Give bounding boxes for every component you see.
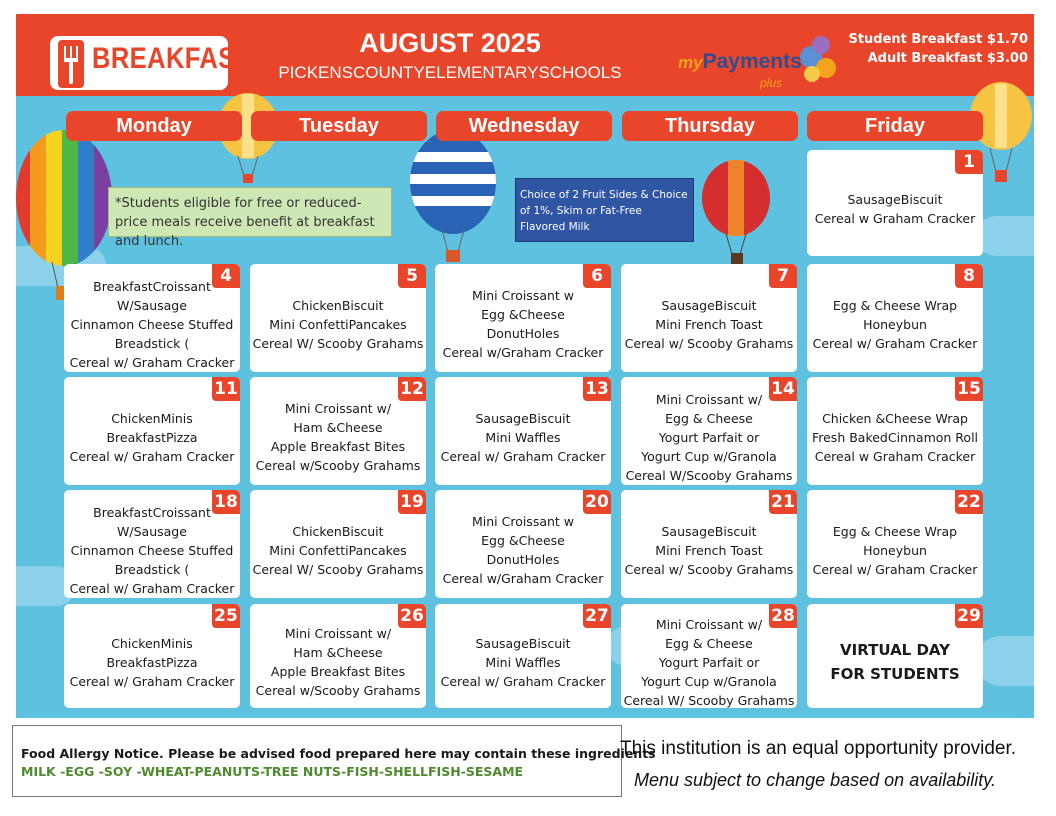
menu-item: Mini French Toast bbox=[655, 542, 763, 558]
menu-item: Mini French Toast bbox=[655, 316, 763, 332]
day-cell bbox=[250, 377, 426, 485]
menu-item: BreakfastCroissant bbox=[93, 278, 211, 294]
day-header-monday: Monday bbox=[66, 111, 242, 141]
date-number: 6 bbox=[583, 264, 611, 288]
payments-logo-text[interactable] bbox=[678, 50, 802, 74]
date-number: 21 bbox=[769, 490, 797, 514]
menu-item: Mini Croissant w bbox=[471, 514, 575, 529]
menu-item: Cereal w/ Scooby Grahams bbox=[624, 335, 794, 351]
blue-balloon-icon bbox=[408, 130, 498, 270]
menu-item: Mini Waffles bbox=[485, 429, 561, 445]
day-cell bbox=[435, 604, 611, 708]
date-number: 28 bbox=[769, 604, 797, 628]
menu-item: SausageBiscuit bbox=[661, 523, 757, 539]
menu-item: Cereal W/ Scooby Grahams bbox=[252, 561, 424, 577]
adult-price: Adult Breakfast $3.00 bbox=[867, 51, 1028, 66]
menu-item: BreakfastPizza bbox=[106, 654, 198, 670]
day-header-wednesday: Wednesday bbox=[436, 111, 612, 141]
menu-item: Egg &Cheese bbox=[481, 307, 565, 322]
menu-item: DonutHoles bbox=[486, 326, 560, 341]
date-number: 13 bbox=[583, 377, 611, 401]
day-cell bbox=[621, 377, 797, 485]
menu-item: Ham &Cheese bbox=[293, 420, 383, 435]
menu-item: Cereal w/ Scooby Grahams bbox=[624, 561, 794, 577]
date-number: 15 bbox=[955, 377, 983, 401]
date-number: 7 bbox=[769, 264, 797, 288]
day-cell bbox=[807, 377, 983, 485]
date-number: 12 bbox=[398, 377, 426, 401]
menu-item: Cereal w/Scooby Grahams bbox=[255, 683, 421, 698]
date-number: 29 bbox=[955, 604, 983, 628]
menu-item: Cereal w/ Graham Cracker bbox=[69, 354, 235, 370]
menu-item: Honeybun bbox=[863, 316, 927, 332]
day-cell bbox=[250, 604, 426, 708]
date-number: 22 bbox=[955, 490, 983, 514]
menu-item: Mini Croissant w/ bbox=[655, 391, 763, 407]
menu-item: Cereal w/ Graham Cracker bbox=[812, 561, 978, 577]
menu-item: SausageBiscuit bbox=[475, 635, 571, 651]
menu-item: Yogurt Parfait or bbox=[658, 654, 760, 670]
date-number: 26 bbox=[398, 604, 426, 628]
day-cell bbox=[807, 490, 983, 598]
menu-item: Cereal W/ Scooby Grahams bbox=[623, 692, 795, 708]
logo-text: BREAKFAST bbox=[92, 42, 252, 75]
allergy-title: Food Allergy Notice. Please be advised food prepared here may contain these ingredients bbox=[21, 746, 656, 761]
menu-item: Cinnamon Cheese Stuffed bbox=[70, 542, 234, 558]
menu-item: FOR STUDENTS bbox=[830, 665, 960, 683]
menu-item: Ham &Cheese bbox=[293, 645, 383, 660]
menu-item: SausageBiscuit bbox=[847, 192, 943, 207]
menu-item: W/Sausage bbox=[117, 297, 187, 313]
day-cell bbox=[64, 377, 240, 485]
payments-my: my bbox=[678, 53, 703, 72]
day-cell bbox=[621, 604, 797, 708]
menu-item: Egg & Cheese Wrap bbox=[832, 523, 958, 539]
yellow-balloon-icon bbox=[216, 92, 280, 192]
date-number: 20 bbox=[583, 490, 611, 514]
menu-item: DonutHoles bbox=[486, 552, 560, 567]
equal-opportunity-text: This institution is an equal opportunity provider. bbox=[620, 738, 1017, 759]
menu-item: BreakfastCroissant bbox=[93, 504, 211, 520]
day-header-friday: Friday bbox=[807, 111, 983, 141]
allergy-notice bbox=[12, 725, 656, 797]
fork-icon bbox=[58, 40, 84, 88]
allergy-list: MILK -EGG -SOY -WHEAT-PEANUTS-TREE NUTS-FISH-SHELLFISH-SESAME bbox=[21, 764, 524, 779]
menu-item: VIRTUAL DAY bbox=[840, 641, 950, 659]
day-cell bbox=[807, 264, 983, 372]
menu-item: Mini Croissant w/ bbox=[284, 401, 392, 416]
menu-item: Mini Waffles bbox=[485, 654, 561, 670]
date-number: 1 bbox=[955, 150, 983, 174]
menu-item: Egg & Cheese bbox=[665, 635, 753, 651]
date-number: 19 bbox=[398, 490, 426, 514]
menu-disclaimer: Menu subject to change based on availability. bbox=[634, 770, 996, 790]
date-number: 5 bbox=[398, 264, 426, 288]
date-number: 25 bbox=[212, 604, 240, 628]
date-number: 14 bbox=[769, 377, 797, 401]
payments-plus: plus bbox=[760, 76, 783, 90]
menu-item: Egg &Cheese bbox=[481, 533, 565, 548]
page-title: AUGUST 2025 bbox=[359, 28, 541, 58]
day-header-thursday: Thursday bbox=[622, 111, 798, 141]
date-number: 18 bbox=[212, 490, 240, 514]
menu-item: Mini ConfettiPancakes bbox=[269, 542, 407, 558]
red-balloon-icon bbox=[700, 158, 772, 270]
menu-item: Yogurt Cup w/Granola bbox=[641, 673, 777, 689]
menu-item: Mini Croissant w/ bbox=[284, 626, 392, 641]
day-cell bbox=[64, 490, 240, 598]
menu-item: Mini Croissant w bbox=[471, 288, 575, 303]
day-cell bbox=[807, 604, 983, 708]
day-cell bbox=[621, 490, 797, 598]
menu-item: Breadstick ( bbox=[114, 335, 190, 351]
menu-item: SausageBiscuit bbox=[661, 297, 757, 313]
menu-item: ChickenBiscuit bbox=[292, 297, 384, 313]
page-subtitle: PICKENSCOUNTYELEMENTARYSCHOOLS bbox=[278, 63, 622, 82]
menu-item: Apple Breakfast Bites bbox=[270, 664, 406, 679]
menu-item: ChickenMinis bbox=[111, 635, 193, 651]
menu-item: Yogurt Cup w/Granola bbox=[641, 448, 777, 464]
menu-item: Fresh BakedCinnamon Roll bbox=[811, 429, 979, 445]
menu-item: Mini Croissant w/ bbox=[655, 616, 763, 632]
menu-item: Egg & Cheese Wrap bbox=[832, 297, 958, 313]
day-cell bbox=[64, 604, 240, 708]
day-cell bbox=[807, 150, 983, 256]
day-cell bbox=[250, 264, 426, 372]
menu-item: Honeybun bbox=[863, 542, 927, 558]
date-number: 27 bbox=[583, 604, 611, 628]
choice-note: Choice of 2 Fruit Sides & Choice of 1%, Skim or Fat-Free Flavored Milk bbox=[515, 178, 694, 242]
day-cell bbox=[435, 490, 611, 598]
menu-item: Chicken &Cheese Wrap bbox=[822, 410, 968, 426]
day-cell bbox=[435, 264, 611, 372]
menu-item: W/Sausage bbox=[117, 523, 187, 539]
day-header-tuesday: Tuesday bbox=[251, 111, 427, 141]
menu-item: Cereal w/ Graham Cracker bbox=[440, 448, 606, 464]
payments-name: Payments bbox=[702, 50, 802, 73]
day-cell bbox=[250, 490, 426, 598]
menu-item: Breadstick ( bbox=[114, 561, 190, 577]
menu-item: Mini ConfettiPancakes bbox=[269, 316, 407, 332]
day-cell bbox=[435, 377, 611, 485]
menu-item: ChickenMinis bbox=[111, 410, 193, 426]
menu-item: Cereal w/Graham Cracker bbox=[442, 571, 604, 586]
date-number: 4 bbox=[212, 264, 240, 288]
menu-item: Cereal W/ Scooby Grahams bbox=[252, 335, 424, 351]
menu-item: Cereal w/ Graham Cracker bbox=[69, 448, 235, 464]
menu-item: Cinnamon Cheese Stuffed bbox=[70, 316, 234, 332]
menu-item: Cereal w/ Graham Cracker bbox=[812, 335, 978, 351]
menu-item: Cereal W/Scooby Grahams bbox=[625, 467, 793, 483]
menu-item: Cereal w/ Graham Cracker bbox=[440, 673, 606, 689]
menu-item: ChickenBiscuit bbox=[292, 523, 384, 539]
menu-item: Apple Breakfast Bites bbox=[270, 439, 406, 454]
menu-item: Yogurt Parfait or bbox=[658, 429, 760, 445]
day-cell bbox=[64, 264, 240, 372]
menu-item: Cereal w Graham Cracker bbox=[814, 211, 976, 226]
menu-item: Cereal w/ Graham Cracker bbox=[69, 673, 235, 689]
day-cell bbox=[621, 264, 797, 372]
menu-item: Cereal w/Graham Cracker bbox=[442, 345, 604, 360]
eligibility-note: *Students eligible for free or reduced-price meals receive benefit at breakfast and lunch. bbox=[108, 187, 392, 237]
menu-item: Cereal w/Scooby Grahams bbox=[255, 458, 421, 473]
menu-item: Cereal w Graham Cracker bbox=[814, 448, 976, 464]
menu-item: Cereal w/ Graham Cracker bbox=[69, 580, 235, 596]
student-price: Student Breakfast $1.70 bbox=[848, 32, 1028, 47]
date-number: 11 bbox=[212, 377, 240, 401]
menu-item: BreakfastPizza bbox=[106, 429, 198, 445]
menu-item: Egg & Cheese bbox=[665, 410, 753, 426]
menu-item: SausageBiscuit bbox=[475, 410, 571, 426]
date-number: 8 bbox=[955, 264, 983, 288]
